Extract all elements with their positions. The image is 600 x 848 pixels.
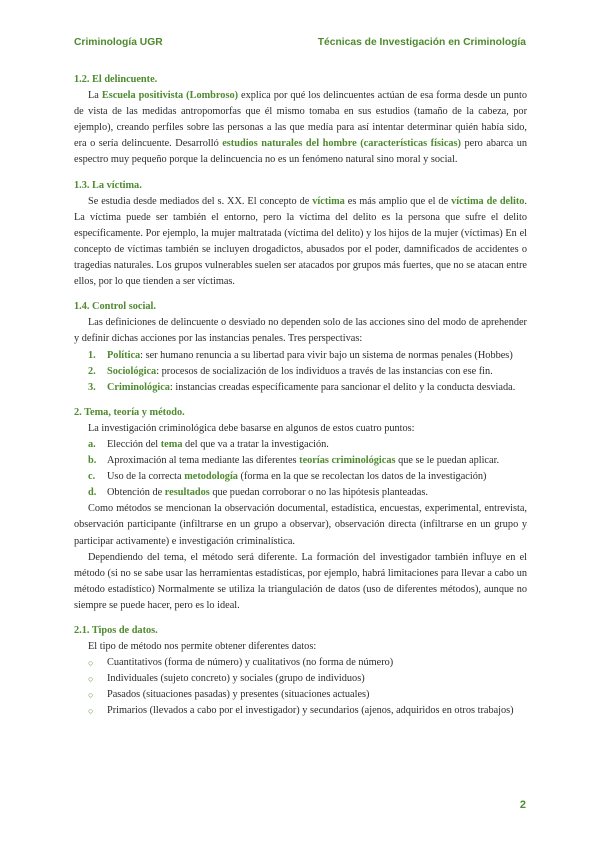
- paragraph: La investigación criminológica debe basarse en algunos de estos cuatro puntos:: [88, 422, 415, 434]
- list-item: ○ Individuales (sujeto concreto) y sociales (grupo de individuos): [74, 671, 527, 687]
- page-number: 2: [519, 799, 526, 811]
- paragraph: Dependiendo del tema, el método será diferente. La formación del investigador también influye en el método (si no se sabe usar las herramientas estadísticas, por ejemplo, habrá limitaciones para llevar a cabo un método estadístico) Normalmente se utiliza la triangulación de datos (uso de diferentes métodos), aunque no siempre se puede hacer, pero es lo ideal.: [74, 551, 527, 611]
- list-item: d. Obtención de resultados que puedan corroborar o no las hipótesis planteadas.: [88, 487, 428, 499]
- section-heading: 1.3. La víctima.: [74, 179, 142, 191]
- page-body: [74, 72, 527, 720]
- paragraph: La Escuela positivista (Lombroso) explica por qué los delincuentes actúan de esa forma desde un punto de vista de las medidas antropomorfas que él mismo tomaba en sus estudios (tamaño de la cabeza, por ejemplo), creando perfiles sobre las personas a las que medía para así intentar determinar quién había sido, era o sería delincuente. Desarrolló estudios naturales del hombre (características físicas) pero abarca un espectro muy pequeño porque la delincuencia no es un fenómeno natural sino moral y social.: [74, 90, 527, 166]
- list-item: ○ Primarios (llevados a cabo por el investigador) y secundarios (ajenos, adquiridos en otros trabajos): [74, 703, 527, 719]
- paragraph: El tipo de método nos permite obtener diferentes datos:: [88, 641, 317, 653]
- header-right-title: Técnicas de Investigación en Criminología: [317, 37, 526, 48]
- section-heading: 1.4. Control social.: [74, 301, 156, 313]
- section-heading: 1.2. El delincuente.: [74, 74, 158, 85]
- list-item: 2. Sociológica: procesos de socialización de los individuos a través de las instancias con ese fin.: [88, 365, 493, 377]
- list-item: ○ Cuantitativos (forma de número) y cualitativos (no forma de número): [74, 655, 527, 671]
- paragraph: Se estudia desde mediados del s. XX. El concepto de víctima es más amplio que el de víctima de delito. La víctima puede ser también el entorno, pero la víctima del delito es la persona que sufre el delito específicamente. Por ejemplo, la mujer maltratada (víctima del delito) y los hijos de la mujer (víctimas) En el concepto de víctimas también se incluyen drogadictos, abusados por el poder, damnificados de accidentes o tragedias naturales. Los grupos vulnerables suelen ser atacados por grupos más fuertes, que no se atacan entre ellos, por lo que tienden a ser víctimas.: [74, 195, 527, 288]
- lettered-list: [74, 437, 527, 501]
- numbered-list: [74, 348, 527, 396]
- paragraph: Las definiciones de delincuente o desviado no dependen solo de las acciones sino del modo de aprehender y definir dichas acciones por las instancias penales. Tres perspectivas:: [74, 317, 527, 345]
- list-item: c. Uso de la correcta metodología (forma en la que se recolectan los datos de la investigación): [88, 471, 487, 483]
- paragraph: Como métodos se mencionan la observación documental, estadística, encuestas, experimental, entrevista, observación participante (infiltrarse en un grupo a observar), observación directa (infiltrarse en un grupo y participar activamente) e investigación criminalística.: [74, 503, 527, 547]
- list-item: a. Elección del tema del que va a tratar la investigación.: [88, 438, 329, 450]
- section-heading: 2.1. Tipos de datos.: [74, 625, 158, 636]
- list-item: b. Aproximación al tema mediante las diferentes teorías criminológicas que se le puedan aplicar.: [88, 455, 500, 467]
- circle-bullet-icon: ○: [88, 674, 94, 685]
- section-heading: 2. Tema, teoría y método.: [74, 406, 185, 418]
- circle-bullet-icon: ○: [88, 706, 94, 717]
- list-item: 1. Política: ser humano renuncia a su libertad para vivir bajo un sistema de normas penales (Hobbes): [88, 349, 513, 361]
- circle-bullet-icon: ○: [88, 658, 94, 669]
- header-left-title: Criminología UGR: [74, 37, 163, 48]
- list-item: ○ Pasados (situaciones pasadas) y presentes (situaciones actuales): [74, 687, 527, 703]
- circle-bullet-icon: ○: [88, 690, 94, 701]
- bullet-list: [74, 655, 527, 719]
- list-item: 3. Criminológica: instancias creadas específicamente para sancionar el delito y la conducta desviada.: [88, 381, 516, 393]
